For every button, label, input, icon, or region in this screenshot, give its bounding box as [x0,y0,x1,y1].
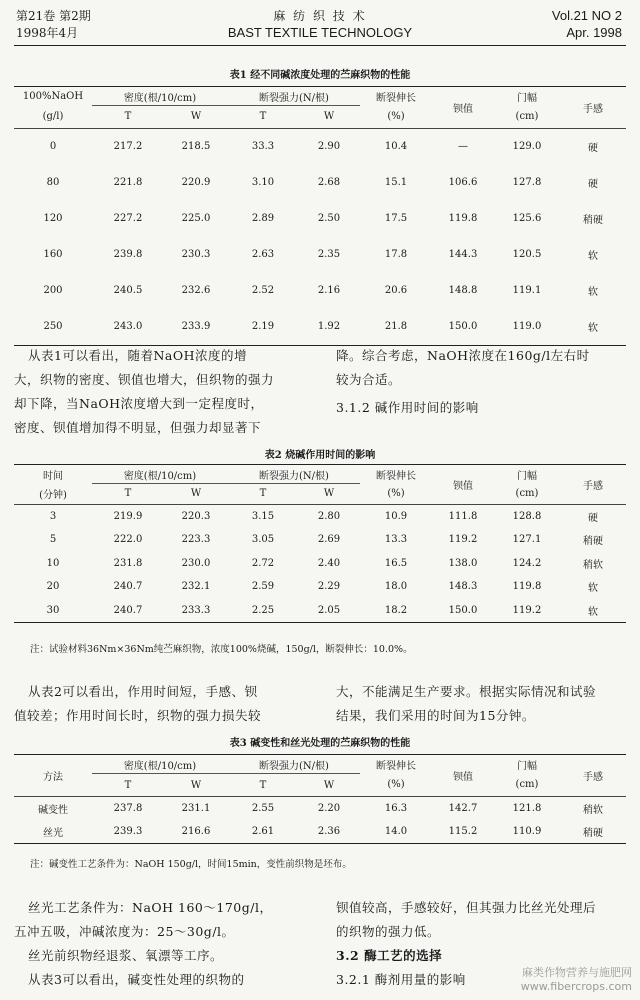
t1-h-elong-unit: (%) [387,111,405,122]
t3-h-W: W [190,779,202,791]
t1-cell: 233.9 [181,321,211,332]
t1-cell: 230.3 [181,249,211,260]
t2-h-density: 密度(根/10/cm) [92,465,228,484]
t1-cell: 120.5 [512,249,542,260]
para2-right-line2: 结果，我们采用的时间为15分钟。 [336,708,535,723]
t1-h-bari: 钡值 [453,103,473,115]
para2-right-line1: 大，不能满足生产要求。根据实际情况和试验 [336,684,597,699]
t3-cell: 2.61 [251,826,275,837]
t1-h-density: 密度(根/10/cm) [92,87,228,106]
table2 [14,464,626,623]
t3-cell: 碱变性 [38,805,68,816]
t2-cell: 2.80 [317,510,341,522]
t2-cell: 2.69 [317,534,341,546]
t1-cell: 软 [588,323,598,334]
para2-line2: 值较差；作用时间长时，织物的强力损失较 [14,708,262,723]
t3-h-hand: 手感 [583,772,603,783]
t3-cell: 2.55 [251,803,275,814]
para2-line1: 从表2可以看出，作用时间短，手感、钡 [28,684,258,699]
t3-row [14,820,626,844]
t1-cell: 220.9 [181,177,211,188]
t1-cell: 2.19 [251,321,275,332]
table1 [14,86,626,346]
t2-h-strength: 断裂强力(N/根) [228,465,360,484]
t2-h-width: 门幅 [517,470,537,482]
t1-cell: 125.6 [512,213,542,224]
t1-cell: 0 [49,141,57,152]
t1-cell: 2.52 [251,285,275,296]
t1-cell: 239.8 [113,249,143,260]
t2-h-hand: 手感 [583,480,603,492]
t1-cell: 15.1 [384,177,408,188]
table3 [14,754,626,844]
t1-cell: 120 [43,213,63,224]
para1-right-line1: 降。综合考虑，NaOH浓度在160g/l左右时 [336,348,590,363]
t2-row [14,552,626,576]
t2-cell: 138.0 [448,557,478,569]
t1-cell: 1.92 [317,321,341,332]
t1-cell: 127.8 [512,177,542,188]
t2-cell: 233.3 [181,604,211,616]
t2-cell: 223.3 [181,534,211,546]
t1-cell: 33.3 [251,141,275,152]
para1-right-line2: 较为合适。 [336,372,402,387]
t1-h-hand: 手感 [583,103,603,115]
para3-right-line2: 的织物的强力低。 [336,924,441,939]
para1-line1: 从表1可以看出，随着NaOH浓度的增 [28,348,247,363]
t3-cell: 110.9 [512,826,542,837]
t1-h-strength: 断裂强力(N/根) [228,87,360,106]
t2-h-W: W [323,488,335,500]
t1-cell: 150.0 [448,321,478,332]
t1-cell: 2.89 [251,213,275,224]
journal-title-cn: 麻 纺 织 技 术 [273,9,367,23]
watermark-site-name: 麻类作物营养与施肥网 [522,966,632,979]
t2-cell: 231.8 [113,557,143,569]
t1-cell: 80 [46,177,60,188]
t1-h-T: T [124,111,132,123]
t3-cell: 121.8 [512,803,542,814]
t1-cell: 225.0 [181,213,211,224]
t1-row [14,165,626,201]
para1-line2: 大，织物的密度、钡值也增大，但织物的强力 [14,372,275,387]
t2-cell: 稍硬 [583,536,603,548]
t3-row [14,797,626,821]
t2-cell: 232.1 [181,581,211,593]
t3-h-T: T [124,779,132,791]
t1-cell: 20.6 [384,285,408,296]
t2-cell: 10.9 [384,510,408,522]
para3-right-line1: 钡值较高，手感较好，但其强力比丝光处理后 [336,900,597,915]
t2-cell: 119.2 [448,534,478,546]
t1-row [14,237,626,273]
t1-row [14,201,626,237]
t3-h-W: W [323,779,335,791]
t2-cell: 10 [46,557,60,569]
t2-cell: 119.2 [512,604,542,616]
t1-cell: 217.2 [113,141,143,152]
t1-h-W: W [323,111,335,123]
t1-row [14,128,626,165]
t2-cell: 16.5 [384,557,408,569]
t3-cell: 稍软 [583,805,603,816]
t2-cell: 127.1 [512,534,542,546]
t1-h-W: W [190,111,202,123]
t2-h-W: W [190,488,202,500]
t2-cell: 128.8 [512,510,542,522]
t2-cell: 2.72 [251,557,275,569]
t2-cell: 240.7 [113,581,143,593]
t1-cell: 119.8 [448,213,478,224]
t2-cell: 13.3 [384,534,408,546]
table2-note: 注：试验材料36Nm×36Nm纯苎麻织物，浓度100%烧碱，150g/l，断裂伸长：10.0%。 [30,644,413,655]
t1-cell: 17.8 [384,249,408,260]
t2-cell: 18.2 [384,604,408,616]
t2-h-T: T [124,488,132,500]
t1-row [14,273,626,309]
t2-cell: 230.0 [181,557,211,569]
t1-cell: 240.5 [113,285,143,296]
t2-cell: 20 [46,581,60,593]
t1-cell: 148.8 [448,285,478,296]
t1-h-width: 门幅 [517,92,537,104]
t2-cell: 稍软 [583,559,603,571]
t2-cell: 18.0 [384,581,408,593]
t2-cell: 2.40 [317,557,341,569]
t2-cell: 硬 [588,512,598,524]
t2-h-T: T [259,488,267,500]
t3-h-elong-unit: (%) [387,779,405,791]
t1-cell: 160 [43,249,63,260]
t3-h-density: 密度(根/10/cm) [92,755,228,774]
t1-cell: — [458,141,468,152]
issue-date: 1998年4月 [16,26,79,40]
t3-h-strength: 断裂强力(N/根) [228,755,360,774]
t1-cell: 10.4 [384,141,408,152]
t1-cell: 232.6 [181,285,211,296]
section-3-2-1-heading: 3.2.1 酶剂用量的影响 [336,972,466,987]
t2-cell: 150.0 [448,604,478,616]
t2-cell: 2.29 [317,581,341,593]
t2-cell: 2.25 [251,604,275,616]
t2-cell: 3.05 [251,534,275,546]
t2-row [14,504,626,528]
t1-cell: 221.8 [113,177,143,188]
t2-cell: 2.59 [251,581,275,593]
t2-h-time-unit: (分钟) [39,490,67,501]
t3-h-T: T [259,779,267,791]
para3-line1: 丝光工艺条件为：NaOH 160～170g/l， [28,900,273,915]
t1-cell: 2.35 [317,249,341,260]
table3-note: 注：碱变性工艺条件为：NaOH 150g/l，时间15min，变性前织物是坯布。 [30,859,352,870]
t2-h-width-unit: (cm) [515,488,539,499]
volume-label: Vol.21 NO 2 [551,8,622,23]
t3-h-bari: 钡值 [453,772,473,783]
t1-cell: 3.10 [251,177,275,188]
t3-h-method: 方法 [43,772,63,783]
t2-cell: 3 [49,510,57,522]
t3-cell: 115.2 [448,826,478,837]
t1-cell: 17.5 [384,213,408,224]
t2-cell: 软 [588,583,598,595]
t1-cell: 硬 [588,143,598,154]
t2-cell: 3.15 [251,510,275,522]
t1-cell: 144.3 [448,249,478,260]
t1-cell: 129.0 [512,141,542,152]
table2-caption: 表2 烧碱作用时间的影响 [264,450,376,461]
t3-cell: 稍硬 [583,828,603,839]
para3-line4: 从表3可以看出，碱变性处理的织物的 [28,972,245,987]
t1-h-elong: 断裂伸长 [376,92,416,104]
t2-h-bari: 钡值 [453,480,473,492]
t3-cell: 231.1 [181,803,211,814]
para3-line2: 五冲五吸，冲碱浓度为：25～30g/l。 [14,924,235,939]
t3-h-width-unit: (cm) [515,779,539,791]
para1-line3: 却下降，当NaOH浓度增大到一定程度时， [14,396,264,411]
t3-cell: 16.3 [384,803,408,814]
t1-cell: 2.90 [317,141,341,152]
t3-h-elong: 断裂伸长 [376,760,416,772]
t2-h-elong-unit: (%) [387,488,405,499]
t1-cell: 2.50 [317,213,341,224]
t2-cell: 111.8 [448,510,478,522]
t2-cell: 222.0 [113,534,143,546]
t3-cell: 2.36 [317,826,341,837]
t2-cell: 220.3 [181,510,211,522]
t2-cell: 124.2 [512,557,542,569]
watermark-url: www.fibercrops.com [520,980,632,993]
header-rule [14,45,626,46]
t1-cell: 2.68 [317,177,341,188]
t1-cell: 稍硬 [583,215,603,226]
t1-h-T: T [259,111,267,123]
t2-cell: 219.9 [113,510,143,522]
volume-date: Apr. 1998 [566,25,622,40]
t3-cell: 丝光 [43,828,63,839]
t2-cell: 软 [588,606,598,618]
t1-cell: 200 [43,285,63,296]
t2-row [14,599,626,623]
para1-line4: 密度、钡值增加得不明显，但强力却显著下 [14,420,262,435]
t1-cell: 软 [588,251,598,262]
t3-cell: 2.20 [317,803,341,814]
t2-cell: 148.3 [448,581,478,593]
t2-row [14,528,626,552]
section-3-2-heading: 3.2 酶工艺的选择 [336,948,443,963]
t1-cell: 软 [588,287,598,298]
t2-h-elong: 断裂伸长 [376,470,416,482]
t2-h-time: 时间 [43,470,63,482]
t1-cell: 218.5 [181,141,211,152]
t1-cell: 21.8 [384,321,408,332]
t1-cell: 227.2 [113,213,143,224]
t2-row [14,575,626,599]
t1-cell: 250 [43,321,63,332]
journal-title-en: BAST TEXTILE TECHNOLOGY [227,25,413,40]
t2-cell: 2.05 [317,604,341,616]
t1-row [14,309,626,346]
t3-cell: 142.7 [448,803,478,814]
t2-cell: 5 [49,534,57,546]
t3-cell: 14.0 [384,826,408,837]
t2-cell: 240.7 [113,604,143,616]
t1-cell: 119.1 [512,285,542,296]
t2-cell: 119.8 [512,581,542,593]
table3-caption: 表3 碱变性和丝光处理的苎麻织物的性能 [229,738,411,749]
section-3-1-2-heading: 3.1.2 碱作用时间的影响 [336,400,479,415]
issue-label: 第21卷 第2期 [16,9,91,23]
t1-cell: 硬 [588,179,598,190]
t3-cell: 239.3 [113,826,143,837]
t1-cell: 119.0 [512,321,542,332]
t1-cell: 106.6 [448,177,478,188]
t1-cell: 2.16 [317,285,341,296]
t2-cell: 30 [46,604,60,616]
para3-line3: 丝光前织物经退浆、氧漂等工序。 [28,948,224,963]
t1-h-conc-unit: (g/l) [42,111,64,122]
t1-cell: 243.0 [113,321,143,332]
t1-h-conc: 100%NaOH [22,90,84,102]
table1-caption: 表1 经不同碱浓度处理的苎麻织物的性能 [229,70,411,81]
t3-cell: 216.6 [181,826,211,837]
t1-cell: 2.63 [251,249,275,260]
t3-cell: 237.8 [113,803,143,814]
t3-h-width: 门幅 [517,760,537,772]
t1-h-width-unit: (cm) [515,111,539,122]
